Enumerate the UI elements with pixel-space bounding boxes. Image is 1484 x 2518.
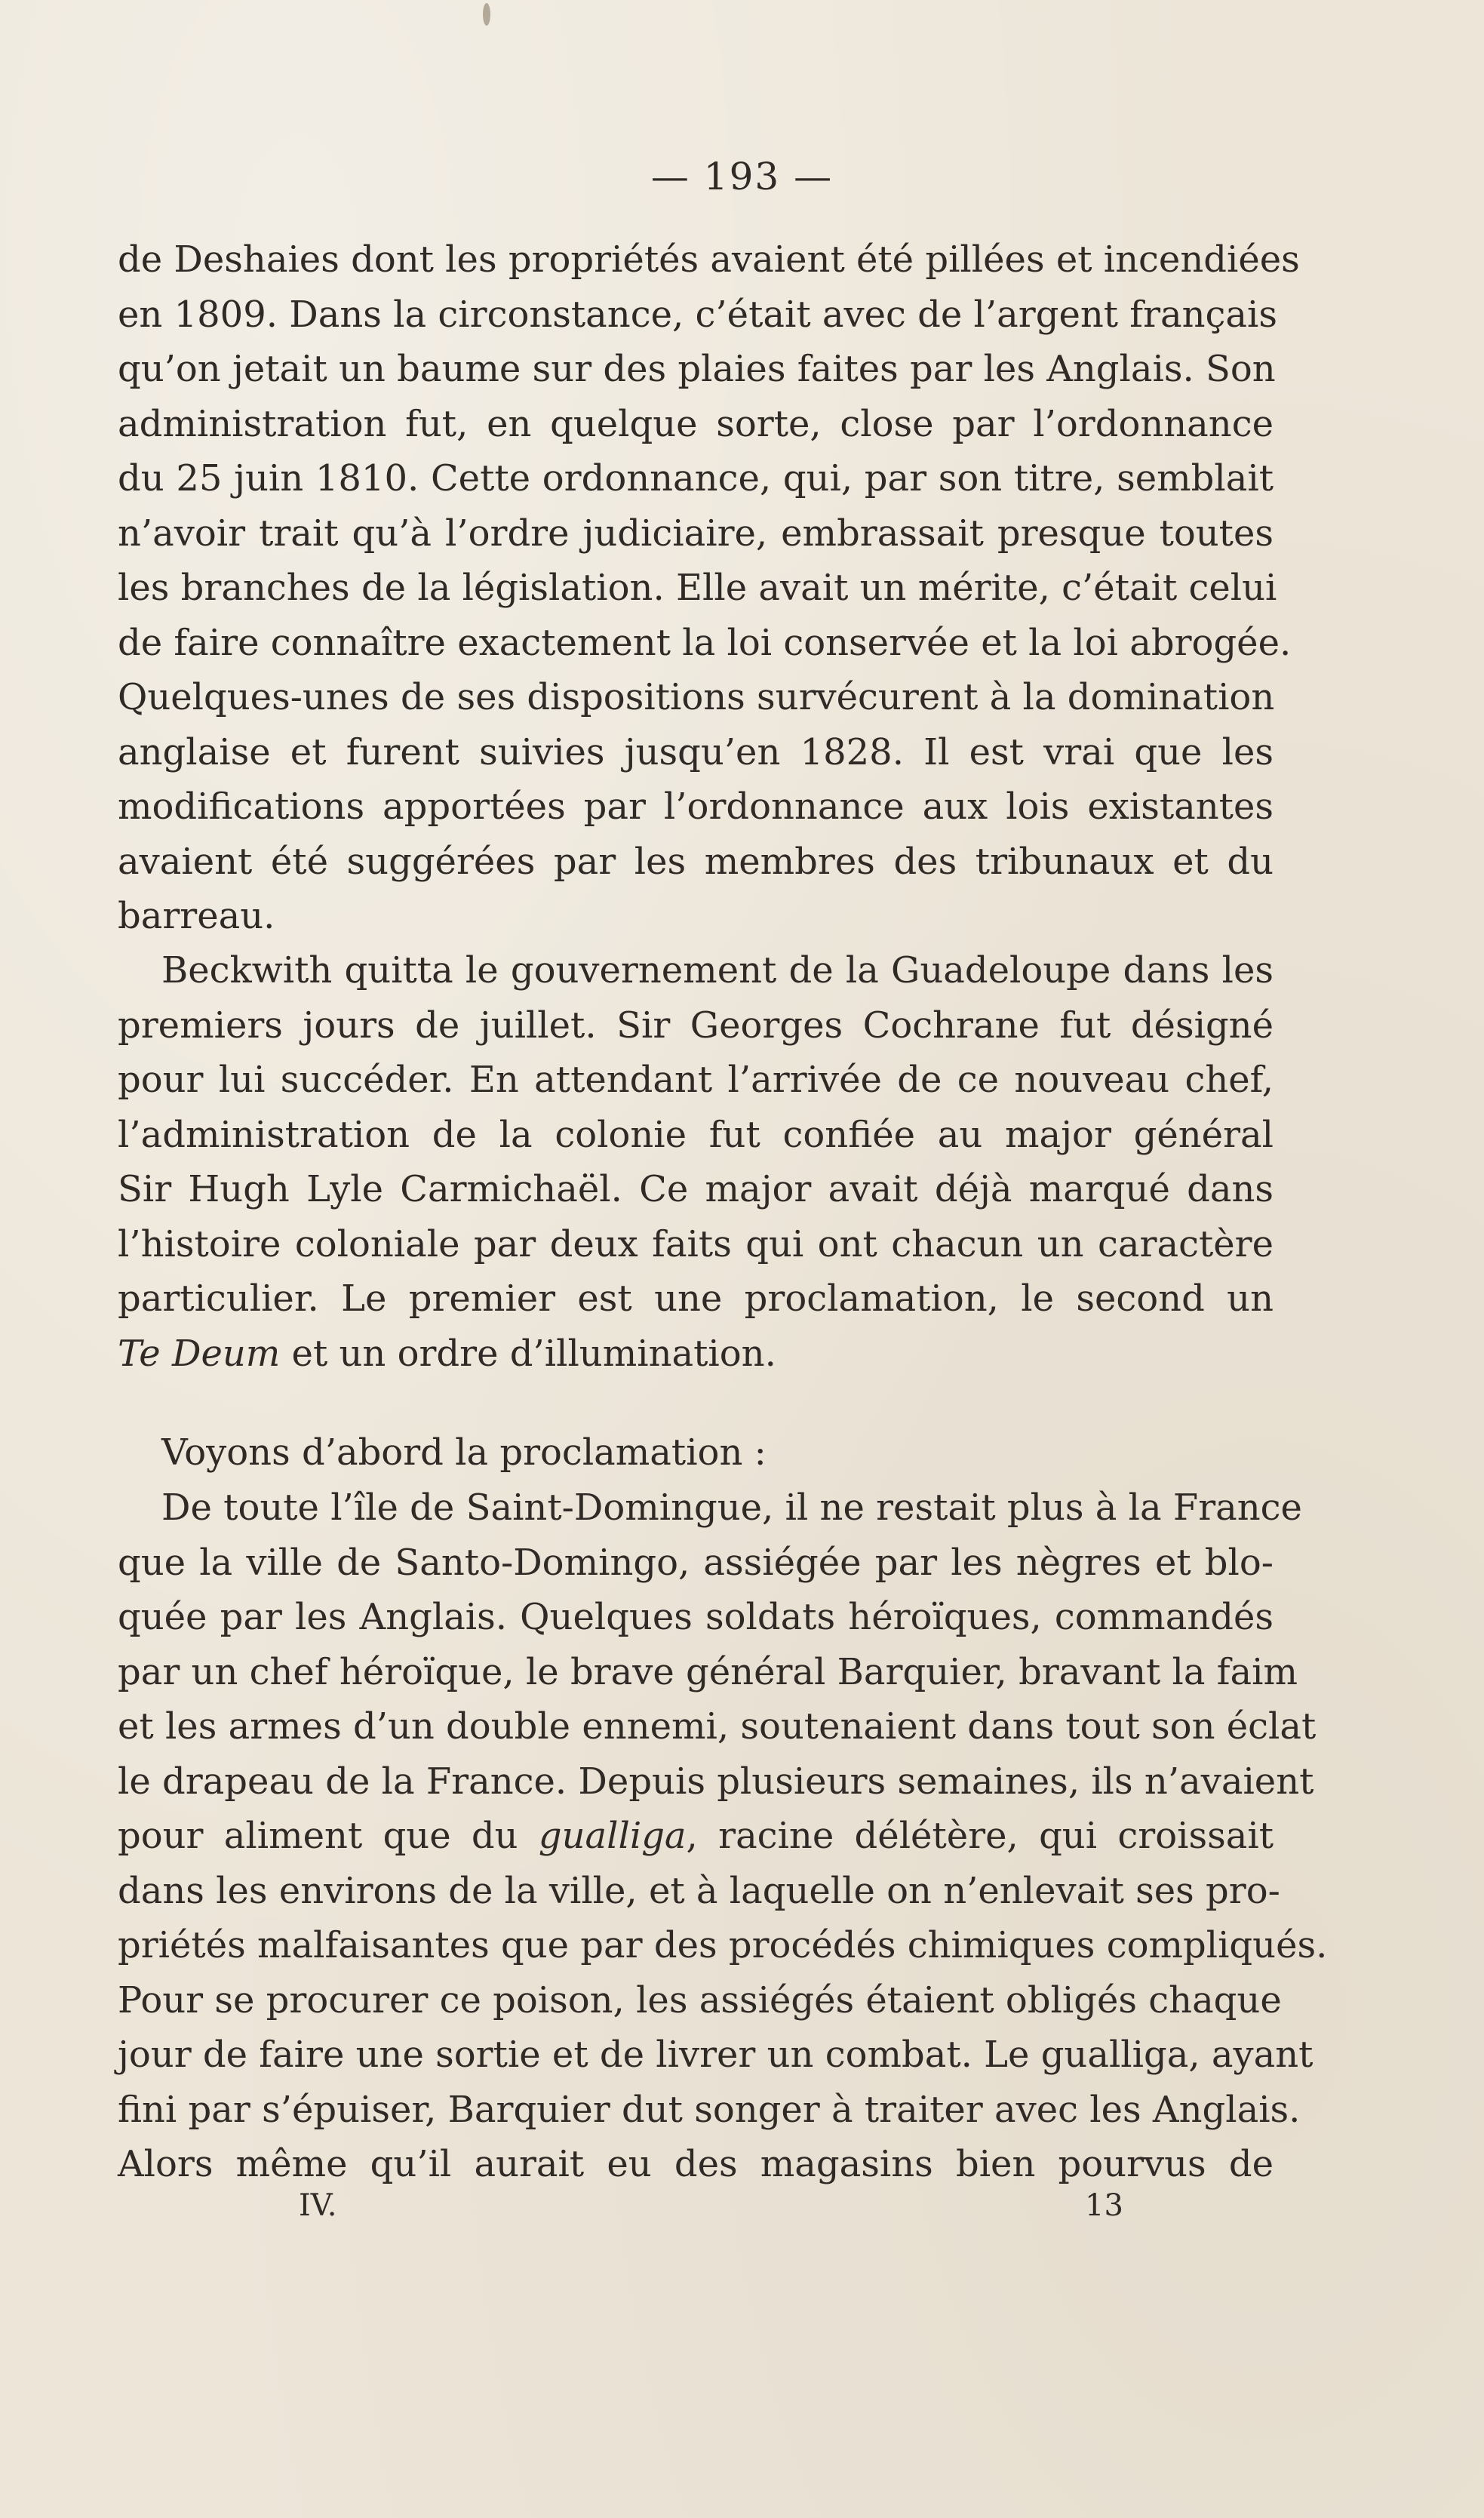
ink-smudge: [483, 3, 490, 26]
text-line: avaient été suggérées par les membres des tribunaux et du: [118, 840, 1274, 883]
text-line: du 25 juin 1810. Cette ordonnance, qui, par son titre, semblait: [118, 457, 1274, 500]
text-line: barreau.: [118, 895, 275, 937]
text-line: qu’on jetait un baume sur des plaies faites par les Anglais. Son: [118, 348, 1276, 390]
text-line: premiers jours de juillet. Sir Georges Cochrane fut désigné: [118, 1004, 1274, 1047]
text-line: l’histoire coloniale par deux faits qui ont chacun un caractère: [118, 1222, 1274, 1265]
text-line: Beckwith quitta le gouvernement de la Guadeloupe dans les: [161, 949, 1274, 992]
text-line: Alors même qu’il aurait eu des magasins bien pourvus de: [118, 2143, 1274, 2185]
paragraph-4: [118, 1480, 1328, 2192]
text-fragment: pour aliment que du: [118, 1815, 539, 1857]
text-line: [118, 1327, 1274, 1382]
text-line: priétés malfaisantes que par des procédés chimiques compliqués.: [118, 1924, 1328, 1966]
text-line: [118, 1809, 1274, 1864]
text-line: administration fut, en quelque sorte, close par l’ordonnance: [118, 402, 1274, 445]
text-line: particulier. Le premier est une proclamation, le second un: [118, 1277, 1274, 1320]
text-line: les branches de la législation. Elle avait un mérite, c’était celui: [118, 567, 1277, 609]
text-line: pour lui succéder. En attendant l’arrivée de ce nouveau chef,: [118, 1059, 1274, 1101]
text-line: l’administration de la colonie fut confiée au major général: [118, 1113, 1274, 1156]
text-line: modifications apportées par l’ordonnance aux lois existantes: [118, 786, 1274, 828]
paragraph-2: [118, 943, 1274, 1381]
text-line: Voyons d’abord la proclamation :: [161, 1431, 767, 1474]
text-line: n’avoir trait qu’à l’ordre judiciaire, embrassait presque toutes: [118, 512, 1274, 555]
text-line: dans les environs de la ville, et à laquelle on n’enlevait ses pro-: [118, 1869, 1280, 1912]
text-line: le drapeau de la France. Depuis plusieurs semaines, ils n’avaient: [118, 1760, 1314, 1803]
text-fragment: , racine délétère, qui croissait: [686, 1815, 1274, 1857]
paragraph-1: [118, 232, 1300, 944]
text-line: jour de faire une sortie et de livrer un combat. Le gualliga, ayant: [118, 2034, 1313, 2076]
text-line: de Deshaies dont les propriétés avaient été pillées et incendiées: [118, 238, 1300, 281]
volume-mark: IV.: [299, 2188, 337, 2223]
text-line: et les armes d’un double ennemi, soutenaient dans tout son éclat: [118, 1705, 1317, 1748]
paragraph-3: [118, 1425, 1274, 1480]
italic-te-deum: Te Deum: [118, 1332, 281, 1375]
text-line: fini par s’épuiser, Barquier dut songer à traiter avec les Anglais.: [118, 2088, 1301, 2131]
page-number-header: — 193 —: [650, 155, 834, 198]
text-line: Pour se procurer ce poison, les assiégés étaient obligés chaque: [118, 1978, 1282, 2021]
text-line: de faire connaître exactement la loi conservée et la loi abrogée.: [118, 621, 1292, 664]
text-line: en 1809. Dans la circonstance, c’était avec de l’argent français: [118, 293, 1278, 336]
text-line: Sir Hugh Lyle Carmichaël. Ce major avait déjà marqué dans: [118, 1168, 1274, 1210]
text-line: par un chef héroïque, le brave général Barquier, bravant la faim: [118, 1650, 1298, 1693]
text-line: Quelques-unes de ses dispositions survécurent à la domination: [118, 676, 1275, 718]
text-line: que la ville de Santo-Domingo, assiégée par les nègres et blo-: [118, 1541, 1274, 1584]
text-line: anglaise et furent suivies jusqu’en 1828. Il est vrai que les: [118, 730, 1274, 773]
italic-gualliga: gualliga: [538, 1815, 687, 1857]
text-fragment: et un ordre d’illumination.: [280, 1332, 776, 1375]
text-line: De toute l’île de Saint-Domingue, il ne restait plus à la France: [161, 1487, 1302, 1529]
text-line: quée par les Anglais. Quelques soldats héroïques, commandés: [118, 1596, 1274, 1638]
signature-mark: 13: [1085, 2188, 1123, 2223]
